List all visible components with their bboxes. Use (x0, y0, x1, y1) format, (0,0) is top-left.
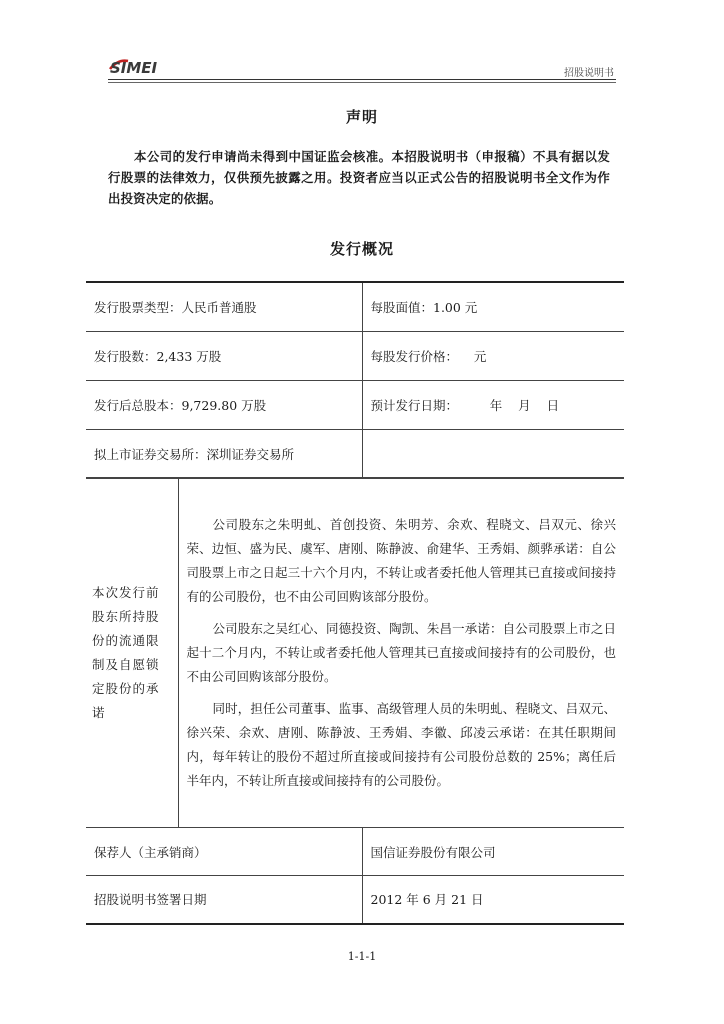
total-shares-cell: 发行后总股本：9,729.80 万股 (86, 380, 362, 429)
table-row (86, 429, 624, 478)
sponsor-value: 国信证券股份有限公司 (362, 828, 624, 876)
table-row (86, 331, 624, 380)
table-row (86, 478, 624, 828)
table-row (86, 380, 624, 429)
header-rule-thin (108, 82, 616, 83)
shares-issued-cell: 发行股数：2,433 万股 (86, 331, 362, 380)
table-row (86, 876, 624, 924)
issue-price-cell: 每股发行价格： 元 (362, 331, 624, 380)
par-value-cell: 每股面值：1.00 元 (362, 282, 624, 331)
statement-title: 声明 (345, 108, 378, 126)
table-row (86, 828, 624, 876)
overview-table (86, 281, 624, 479)
signing-date-label: 招股说明书签署日期 (86, 876, 362, 924)
issue-date-cell: 预计发行日期： 年 月 日 (362, 380, 624, 429)
lockup-table (86, 477, 624, 828)
empty-cell (362, 429, 624, 478)
svg-text:SIMEI: SIMEI (110, 59, 158, 75)
sponsor-table (86, 827, 624, 925)
lockup-paragraph-1: 公司股东之朱明虬、首创投资、朱明芳、余欢、程晓文、吕双元、徐兴荣、边恒、盛为民、虞军、唐刚、陈静波、俞建华、王秀娟、颜骅承诺：自公司股票上市之日起三十六个月内，不转让或者委托他人管理其已直接或间接持有的公司股份，也不由公司回购该部分股份。 (186, 516, 616, 604)
issue-type-cell: 发行股票类型：人民币普通股 (86, 282, 362, 331)
sponsor-label: 保荐人（主承销商） (86, 828, 362, 876)
lockup-paragraph-2: 公司股东之吴红心、同德投资、陶凯、朱昌一承诺：自公司股票上市之日起十二个月内，不转让或者委托他人管理其已直接或间接持有的公司股份，也不由公司回购该部分股份。 (186, 620, 616, 684)
overview-title: 发行概况 (329, 240, 394, 258)
statement-body: 本公司的发行申请尚未得到中国证监会核准。本招股说明书（申报稿）不具有据以发行股票的法律效力，仅供预先披露之用。投资者应当以正式公告的招股说明书全文作为作出投资决定的依据。 (108, 149, 610, 206)
exchange-cell: 拟上市证券交易所：深圳证券交易所 (86, 429, 362, 478)
table-row (86, 282, 624, 331)
company-logo (108, 55, 172, 75)
lockup-label: 本次发行前股东所持股份的流通限制及自愿锁定股份的承诺 (92, 584, 160, 720)
page-number: 1-1-1 (347, 950, 377, 963)
header-rule (108, 79, 616, 80)
lockup-paragraph-3: 同时，担任公司董事、监事、高级管理人员的朱明虬、程晓文、吕双元、徐兴荣、余欢、唐刚、陈静波、王秀娟、李徽、邱凌云承诺：在其任职期间内，每年转让的股份不超过所直接或间接持有公司股份总数的 25%；离任后半年内，不转让所直接或间接持有的公司股份。 (186, 700, 616, 788)
signing-date-value: 2012 年 6 月 21 日 (362, 876, 624, 924)
doc-type-label: 招股说明书 (564, 68, 614, 79)
